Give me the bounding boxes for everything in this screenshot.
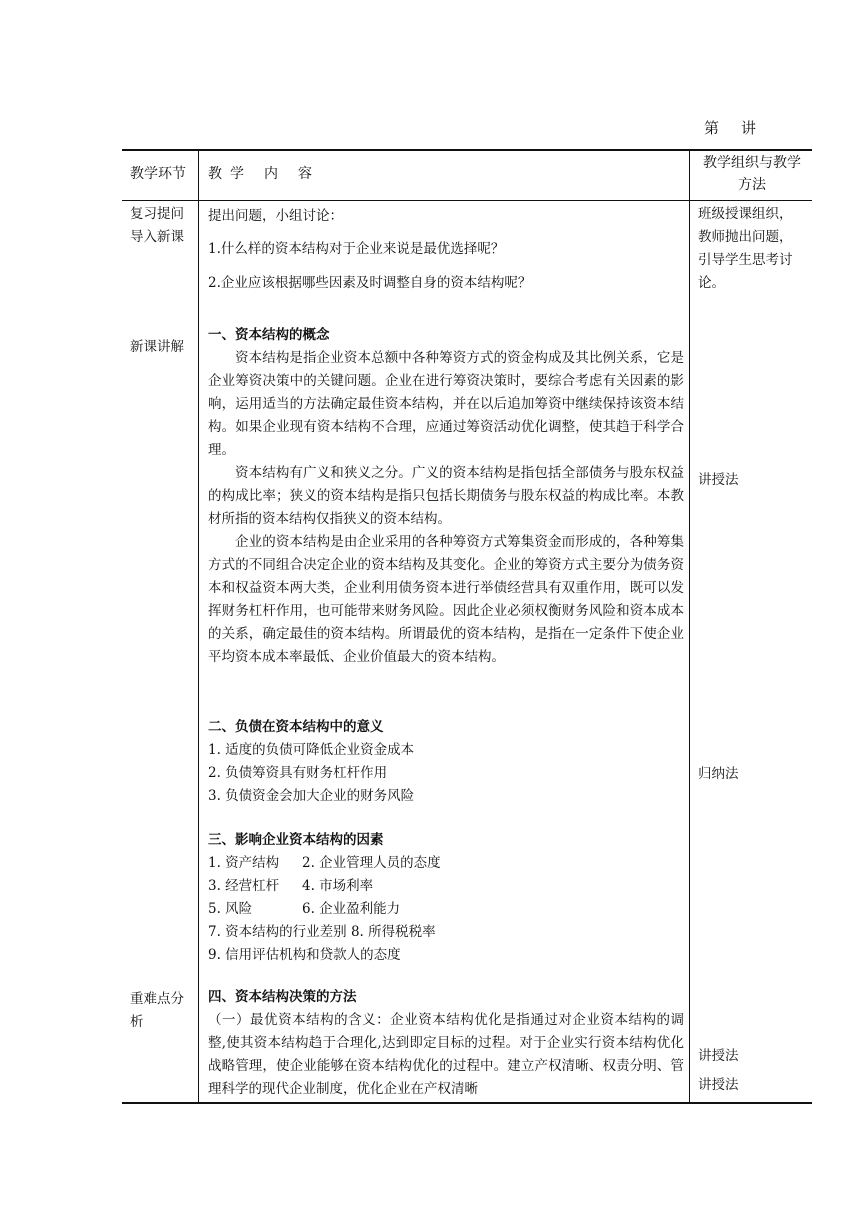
header-divider <box>122 200 812 201</box>
section-2-title: 二、负债在资本结构中的意义 <box>208 719 384 735</box>
stage-key-points: 重难点分 析 <box>130 991 184 1030</box>
section-3 <box>208 829 684 967</box>
question-1: 1.什么样的资本结构对于企业来说是最优选择呢？ <box>208 241 505 257</box>
section-1 <box>208 324 684 669</box>
section-2-item-2: 2. 负债筹资具有财务杠杆作用 <box>208 765 388 781</box>
method-class-organization: 班级授课组织， 教师抛出问题， 引导学生思考讨 论。 <box>698 206 793 291</box>
section-1-paragraph-1: 资本结构是指企业资本总额中各种筹资方式的资金构成及其比例关系，它是企业筹资决策中的关键问题。企业在进行筹资决策时，要综合考虑有关因素的影响，运用适当的方法确定最佳资本结构，并在以后追加筹资中继续保持该资本结构。如果企业现有资本结构不合理，应通过筹资活动优化调整，使其趋于科学合理。 <box>208 350 684 458</box>
section-2-item-1: 1. 适度的负债可降低企业资金成本 <box>208 742 415 758</box>
section-1-paragraph-2: 资本结构有广义和狭义之分。广义的资本结构是指包括全部债务与股东权益的构成比率；狭义的资本结构是指只包括长期债务与股东权益的构成比率。本教材所指的资本结构仅指狭义的资本结构。 <box>208 465 684 527</box>
lecture-label-jiang: 讲 <box>741 119 757 137</box>
section-1-paragraph-3: 企业的资本结构是由企业采用的各种筹资方式筹集资金而形成的，各种筹集方式的不同组合决定企业的资本结构及其变化。企业的筹资方式主要分为债务资本和权益资本两大类，企业利用债务资本进行举债经营具有双重作用，既可以发挥财务杠杆作用，也可能带来财务风险。因此企业必须权衡财务风险和资本成本的关系，确定最佳的资本结构。所谓最优的资本结构，是指在一定条件下使企业平均资本成本率最低、企业价值最大的资本结构。 <box>208 534 684 665</box>
section-3-row-3: 5. 风险 6. 企业盈利能力 <box>208 901 401 917</box>
table-bottom-border <box>122 1102 812 1104</box>
column-divider-2 <box>689 149 690 1104</box>
lesson-plan-table <box>122 149 812 1104</box>
method-lecture-1: 讲授法 <box>698 472 739 488</box>
method-induction: 归纳法 <box>698 766 739 782</box>
intro-text: 提出问题，小组讨论： <box>208 208 343 224</box>
question-2: 2.企业应该根据哪些因素及时调整自身的资本结构呢？ <box>208 275 532 291</box>
method-lecture-3: 讲授法 <box>698 1077 739 1093</box>
column-divider-1 <box>198 149 199 1104</box>
stage-new-lesson: 新课讲解 <box>130 339 184 355</box>
section-2-item-3: 3. 负债资金会加大企业的财务风险 <box>208 788 415 804</box>
section-4-paragraph-1: （一）最优资本结构的含义：企业资本结构优化是指通过对企业资本结构的调整,使其资本结构趋于合理化,达到即定目标的过程。对于企业实行资本结构优化战略管理，使企业能够在资本结构优化的过程中。建立产权清晰、权责分明、管理科学的现代企业制度，优化企业在产权清晰 <box>208 1012 684 1097</box>
section-1-title: 一、资本结构的概念 <box>208 327 330 343</box>
method-lecture-2: 讲授法 <box>698 1048 739 1064</box>
stage-review: 复习提问 导入新课 <box>130 206 184 245</box>
section-3-title: 三、影响企业资本结构的因素 <box>208 832 384 848</box>
section-4-title: 四、资本结构决策的方法 <box>208 989 357 1005</box>
table-top-border <box>122 149 812 151</box>
section-2 <box>208 716 684 808</box>
lecture-label-di: 第 <box>704 119 720 137</box>
section-3-row-4: 7. 资本结构的行业差别 8. 所得税税率 <box>208 924 436 940</box>
header-content: 教 学 内 容 <box>208 166 312 182</box>
header-method: 教学组织与教学 方法 <box>703 155 801 193</box>
section-4 <box>208 986 684 1101</box>
section-3-row-2: 3. 经营杠杆 4. 市场利率 <box>208 878 374 894</box>
lecture-number <box>704 117 756 138</box>
section-3-row-5: 9. 信用评估机构和贷款人的态度 <box>208 947 401 963</box>
section-3-row-1: 1. 资产结构 2. 企业管理人员的态度 <box>208 855 441 871</box>
header-stage: 教学环节 <box>130 166 186 182</box>
